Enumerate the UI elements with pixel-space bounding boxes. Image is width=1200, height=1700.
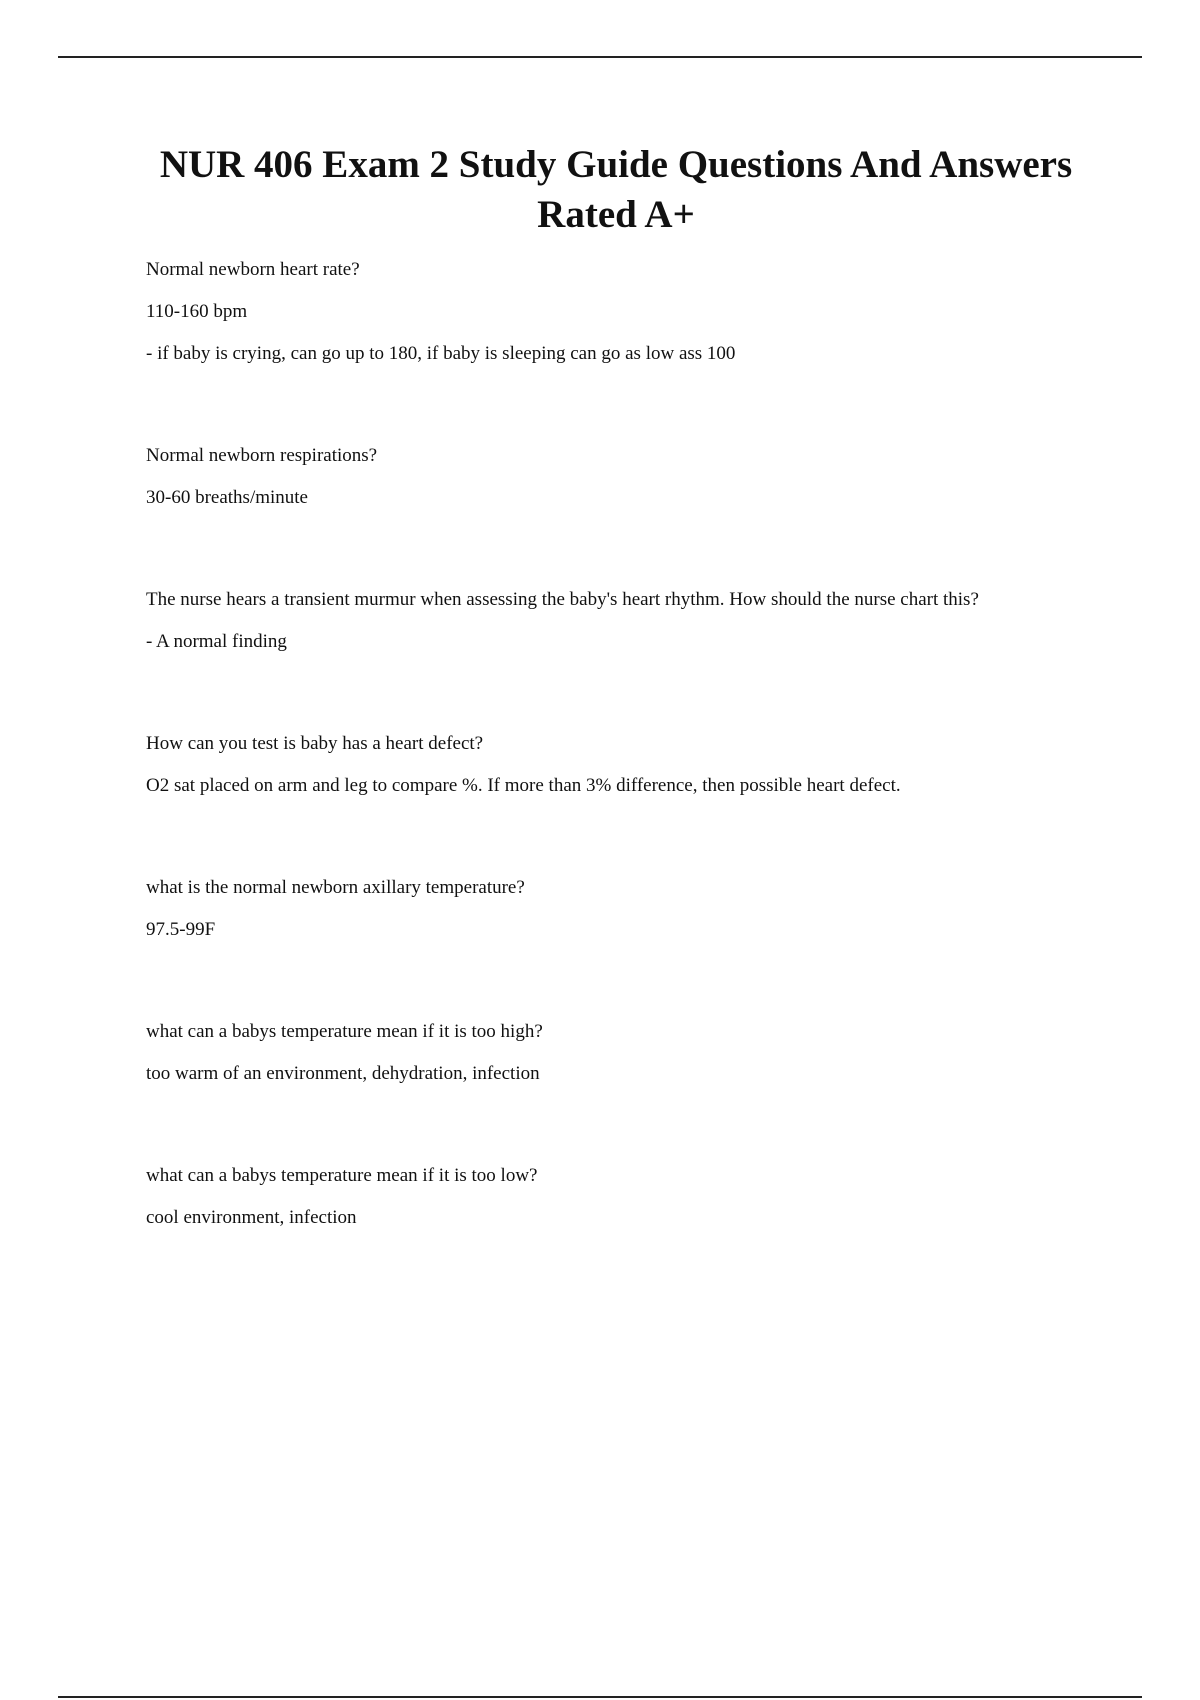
qa-item <box>146 876 1086 942</box>
answer-text: 30-60 breaths/minute <box>146 487 308 508</box>
qa-item <box>146 444 1086 510</box>
answer-text: - A normal finding <box>146 631 287 652</box>
answer-text: too warm of an environment, dehydration, infection <box>146 1063 540 1084</box>
qa-list <box>146 258 1086 1230</box>
question-text: Normal newborn respirations? <box>146 445 378 466</box>
bottom-divider <box>58 1696 1142 1698</box>
qa-item <box>146 1020 1086 1086</box>
answer-text: 97.5-99F <box>146 919 216 940</box>
document-title: NUR 406 Exam 2 Study Guide Questions And Answers Rated A+ <box>159 143 1073 236</box>
question-text: what can a babys temperature mean if it is too low? <box>146 1165 538 1186</box>
qa-item <box>146 1164 1086 1230</box>
question-text: The nurse hears a transient murmur when assessing the baby's heart rhythm. How should the nurse chart this? <box>146 589 979 610</box>
answer-text: cool environment, infection <box>146 1207 357 1228</box>
qa-item <box>146 258 1086 366</box>
question-text: what is the normal newborn axillary temperature? <box>146 877 525 898</box>
question-text: what can a babys temperature mean if it is too high? <box>146 1021 543 1042</box>
answer-text: O2 sat placed on arm and leg to compare %. If more than 3% difference, then possible heart defect. <box>146 775 901 796</box>
document-body <box>146 140 1086 1248</box>
question-text: Normal newborn heart rate? <box>146 259 360 280</box>
top-divider <box>58 56 1142 58</box>
qa-item <box>146 588 1086 654</box>
answer-text: 110-160 bpm <box>146 301 248 322</box>
question-text: How can you test is baby has a heart defect? <box>146 733 484 754</box>
qa-item <box>146 732 1086 798</box>
answer-text: - if baby is crying, can go up to 180, if baby is sleeping can go as low ass 100 <box>146 343 736 364</box>
